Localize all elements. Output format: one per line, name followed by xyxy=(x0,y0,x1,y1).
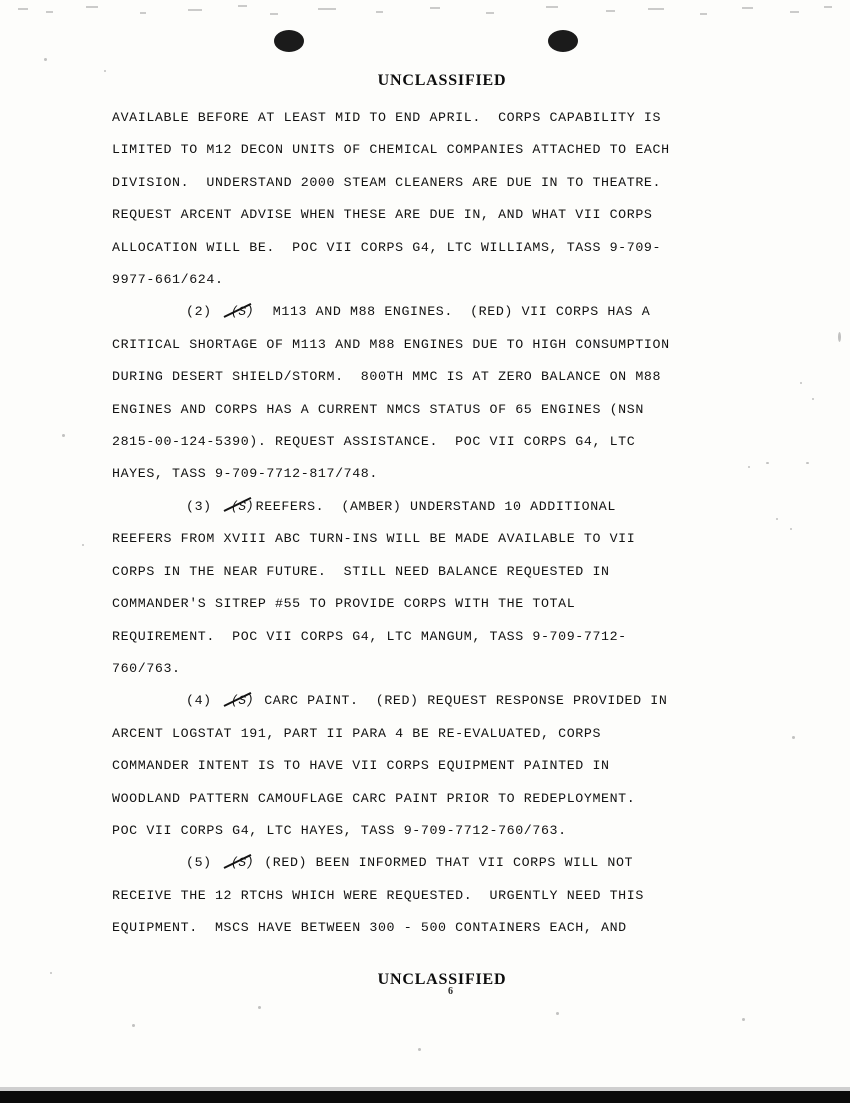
scan-speck xyxy=(44,58,47,61)
hole-punch-mark-right xyxy=(548,30,578,52)
paragraph-line: ARCENT LOGSTAT 191, PART II PARA 4 BE RE-EVALUATED, CORPS xyxy=(112,725,602,741)
scan-speck xyxy=(104,70,106,72)
paragraph-line: M113 AND M88 ENGINES. (RED) VII CORPS HAS A xyxy=(272,304,651,320)
scan-speck xyxy=(806,462,809,464)
paragraph-5 xyxy=(112,847,772,944)
paragraph-line: AVAILABLE BEFORE AT LEAST MID TO END APRIL. CORPS CAPABILITY IS xyxy=(112,110,662,125)
paragraph-line: POC VII CORPS G4, LTC HAYES, TASS 9-709-7712-760/763. xyxy=(112,822,567,838)
scan-speck xyxy=(742,1018,745,1021)
paragraph-line: 9977-661/624. xyxy=(112,272,224,288)
classification-marking: (S) xyxy=(229,847,256,879)
scan-speck xyxy=(838,332,841,342)
paragraph-2 xyxy=(112,296,772,490)
paragraph-number: (5) xyxy=(186,855,212,871)
paragraph-line: CORPS IN THE NEAR FUTURE. STILL NEED BALANCE REQUESTED IN xyxy=(112,563,610,579)
paragraph-number: (4) xyxy=(186,693,212,709)
page-number: 6 xyxy=(448,985,454,997)
paragraph-line: REEFERS FROM XVIII ABC TURN-INS WILL BE MADE AVAILABLE TO VII xyxy=(112,531,636,547)
paragraph-line: (RED) BEEN INFORMED THAT VII CORPS WILL NOT xyxy=(264,855,634,871)
paragraph-4 xyxy=(112,685,772,847)
scan-edge-bar xyxy=(0,1091,850,1103)
paragraph-number: (2) xyxy=(186,304,212,320)
scan-speck xyxy=(800,382,802,384)
paragraph-line: REQUEST ARCENT ADVISE WHEN THESE ARE DUE IN, AND WHAT VII CORPS xyxy=(112,207,653,223)
paragraph-3 xyxy=(112,491,772,685)
paragraph-line: HAYES, TASS 9-709-7712-817/748. xyxy=(112,466,378,482)
scan-speck xyxy=(776,518,778,520)
scan-speck xyxy=(62,434,65,437)
paragraph-line: REEFERS. (AMBER) UNDERSTAND 10 ADDITIONAL xyxy=(255,498,616,514)
paragraph-line: 2815-00-124-5390). REQUEST ASSISTANCE. POC VII CORPS G4, LTC xyxy=(112,434,636,450)
classification-header: UNCLASSIFIED xyxy=(377,72,507,89)
classification-footer-wrapper xyxy=(112,970,772,997)
classification-marking: (S) xyxy=(229,296,256,328)
scan-speck xyxy=(258,1006,261,1009)
paragraph-line: CARC PAINT. (RED) REQUEST RESPONSE PROVIDED IN xyxy=(264,693,668,709)
scan-speck xyxy=(790,528,792,530)
scan-speck xyxy=(792,736,795,739)
paragraph-line: CRITICAL SHORTAGE OF M113 AND M88 ENGINES DUE TO HIGH CONSUMPTION xyxy=(112,336,670,352)
paragraph-line: WOODLAND PATTERN CAMOUFLAGE CARC PAINT PRIOR TO REDEPLOYMENT. xyxy=(112,790,636,806)
paragraph-line: ENGINES AND CORPS HAS A CURRENT NMCS STATUS OF 65 ENGINES (NSN xyxy=(112,401,644,417)
paragraph-line: RECEIVE THE 12 RTCHS WHICH WERE REQUESTED. URGENTLY NEED THIS xyxy=(112,887,644,903)
paragraph-line: ALLOCATION WILL BE. POC VII CORPS G4, LTC WILLIAMS, TASS 9-709- xyxy=(112,239,662,255)
paragraph-line: DIVISION. UNDERSTAND 2000 STEAM CLEANERS ARE DUE IN TO THEATRE. xyxy=(112,174,662,190)
scan-speck xyxy=(132,1024,135,1027)
hole-punch-mark-left xyxy=(274,30,304,52)
scan-speck xyxy=(50,972,52,974)
paragraph-line: 760/763. xyxy=(112,660,181,676)
paragraph-number: (3) xyxy=(186,498,212,514)
paragraph-line: LIMITED TO M12 DECON UNITS OF CHEMICAL COMPANIES ATTACHED TO EACH xyxy=(112,142,670,158)
classification-marking: (S) xyxy=(229,685,256,717)
scan-speck xyxy=(812,398,814,400)
document-body xyxy=(112,72,772,997)
classification-marking: (S) xyxy=(229,491,256,523)
paragraph-line: DURING DESERT SHIELD/STORM. 800TH MMC IS AT ZERO BALANCE ON M88 xyxy=(112,369,662,385)
paragraph-line: COMMANDER INTENT IS TO HAVE VII CORPS EQUIPMENT PAINTED IN xyxy=(112,758,610,774)
scan-speck xyxy=(418,1048,421,1051)
paragraph-continuation xyxy=(112,102,772,296)
paragraph-line: COMMANDER'S SITREP #55 TO PROVIDE CORPS WITH THE TOTAL xyxy=(112,596,576,612)
scan-speck xyxy=(82,544,84,546)
paragraph-line: EQUIPMENT. MSCS HAVE BETWEEN 300 - 500 CONTAINERS EACH, AND xyxy=(112,920,627,936)
scan-speck xyxy=(556,1012,559,1015)
classification-footer: UNCLASSIFIED xyxy=(377,970,507,988)
paragraph-line: REQUIREMENT. POC VII CORPS G4, LTC MANGUM, TASS 9-709-7712- xyxy=(112,628,627,644)
scan-noise-band xyxy=(0,0,850,22)
